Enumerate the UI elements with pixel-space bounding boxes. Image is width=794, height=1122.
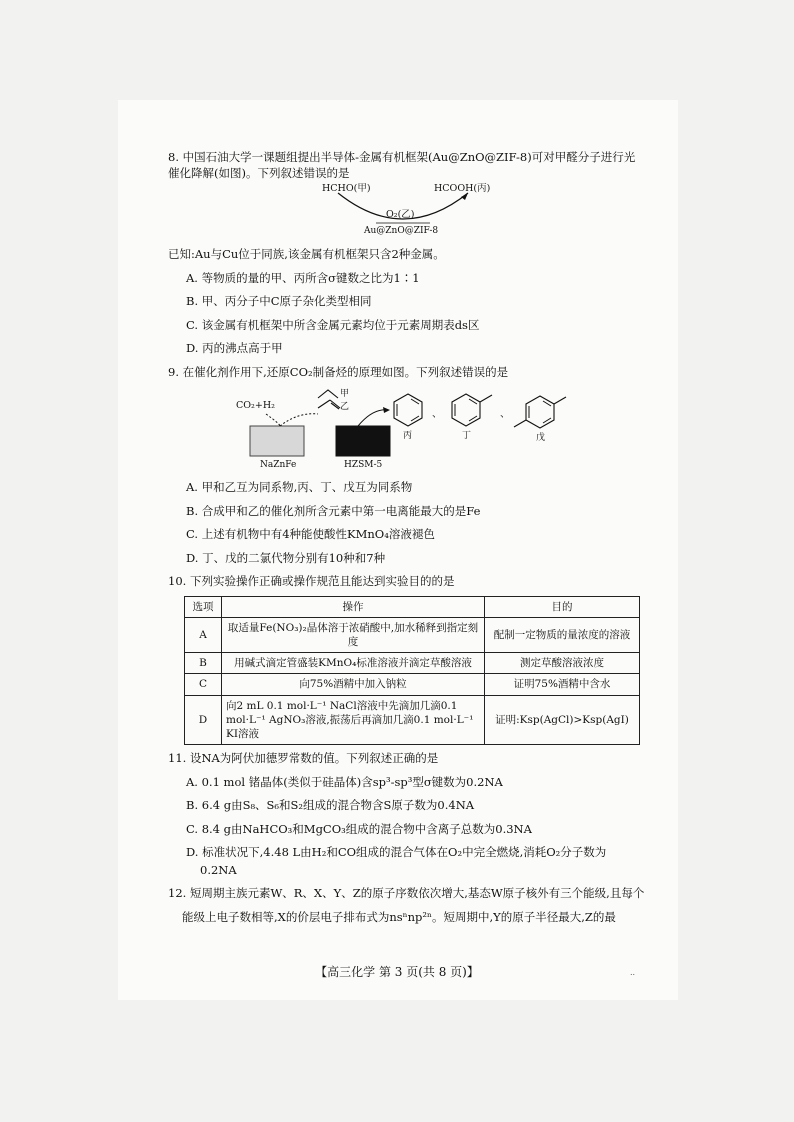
q9-option-b: B. 合成甲和乙的催化剂所含元素中第一电离能最大的是Fe: [186, 503, 481, 518]
q11-option-d: D. 标准状况下,4.48 L由H₂和CO组成的混合气体在O₂中完全燃烧,消耗O₂分子数为: [186, 845, 607, 860]
q10-row-a-purpose: 配制一定物质的量浓度的溶液: [485, 617, 640, 652]
q10-row-d-option: D: [185, 695, 222, 745]
q10-row-d-operation: 向2 mL 0.1 mol·L⁻¹ NaCl溶液中先滴加几滴0.1 mol·L⁻¹ AgNO₃溶液,振荡后再滴加几滴0.1 mol·L⁻¹ KI溶液: [222, 695, 485, 745]
q9-yi-label: 乙: [340, 402, 350, 413]
q10-header-purpose: 目的: [485, 596, 640, 617]
q9-option-a: A. 甲和乙互为同系物,丙、丁、戊互为同系物: [186, 480, 413, 495]
q9-arrow-head: [383, 407, 390, 413]
q11-option-c: C. 8.4 g由NaHCO₃和MgCO₃组成的混合物中含离子总数为0.3NA: [186, 821, 532, 836]
q10-header-operation: 操作: [222, 596, 485, 617]
q8-option-c: C. 该金属有机框架中所含金属元素均位于元素周期表ds区: [186, 317, 480, 332]
toluene-ring: [452, 394, 480, 426]
question-10: [168, 574, 648, 745]
q8-diagram: [168, 185, 648, 241]
q9-reactant-label: CO₂+H₂: [236, 400, 275, 412]
question-8: [168, 150, 648, 357]
alkene-jia: [318, 390, 338, 398]
xylene-methyl-1: [554, 397, 566, 404]
q8-option-b: B. 甲、丙分子中C原子杂化类型相同: [186, 294, 372, 309]
q9-cat1-label: NaZnFe: [260, 460, 297, 471]
question-9: [168, 365, 648, 567]
q11-title: 11. 设NA为阿伏加德罗常数的值。下列叙述正确的是: [168, 751, 439, 766]
nazn-fe-box: [250, 426, 304, 456]
q11-option-a: A. 0.1 mol 锗晶体(类似于硅晶体)含sp³-sp³型σ键数为0.2NA: [186, 774, 503, 789]
exam-content: [168, 150, 648, 925]
q9-jia-label: 甲: [340, 389, 350, 400]
q10-row-c-purpose: 证明75%酒精中含水: [485, 674, 640, 695]
q9-option-c: C. 上述有机物中有4种能使酸性KMnO₄溶液褪色: [186, 527, 435, 542]
q8-right-label: HCOOH(丙): [434, 183, 491, 195]
question-11: [168, 751, 648, 878]
table-row: [185, 653, 640, 674]
question-12: [168, 886, 648, 925]
toluene-methyl: [480, 395, 492, 402]
q10-row-d-purpose: 证明:Ksp(AgCl)>Ksp(AgI): [485, 695, 640, 745]
page-footer: 【高三化学 第 3 页(共 8 页)】: [315, 965, 479, 979]
q10-header-row: [185, 596, 640, 617]
q9-title: 9. 在催化剂作用下,还原CO₂制备烃的原理如图。下列叙述错误的是: [168, 364, 509, 379]
q9-option-d: D. 丁、戊的二氯代物分别有10种和7种: [186, 550, 386, 565]
q10-row-a-option: A: [185, 617, 222, 652]
q8-option-d: D. 丙的沸点高于甲: [186, 341, 283, 356]
q9-ding-label: 丁: [462, 431, 472, 442]
corner-mark: ..: [630, 968, 636, 977]
q9-dashed-arrow-2: [280, 414, 318, 426]
q10-table: [184, 596, 640, 745]
q8-note: 已知:Au与Cu位于同族,该金属有机框架只含2种金属。: [168, 247, 445, 262]
q8-title: 8. 中国石油大学一课题组提出半导体-金属有机框架(Au@ZnO@ZIF-8)可对甲醛分子进行光 催化降解(如图)。下列叙述错误的是: [168, 150, 636, 180]
q9-sep-2: 、: [500, 409, 510, 421]
q8-middle-label: O₂(乙): [386, 209, 415, 221]
q8-catalyst-label: Au@ZnO@ZIF-8: [364, 226, 439, 237]
q8-option-a: A. 等物质的量的甲、丙所含σ键数之比为1∶1: [186, 270, 420, 285]
q10-header-option: 选项: [185, 596, 222, 617]
q10-row-b-operation: 用碱式滴定管盛装KMnO₄标准溶液并滴定草酸溶液: [222, 653, 485, 674]
hzsm-5-box: [336, 426, 390, 456]
q8-left-label: HCHO(甲): [322, 183, 371, 195]
table-row: [185, 674, 640, 695]
q10-row-b-option: B: [185, 653, 222, 674]
q10-row-a-operation: 取适量Fe(NO₃)₂晶体溶于浓硝酸中,加水稀释到指定刻度: [222, 617, 485, 652]
q9-wu-label: 戊: [536, 433, 546, 444]
q11-option-d-cont: 0.2NA: [200, 862, 237, 877]
q9-dashed-arrow-1: [266, 414, 280, 426]
q10-row-c-option: C: [185, 674, 222, 695]
q9-sep-1: 、: [432, 409, 442, 421]
table-row: [185, 617, 640, 652]
q9-diagram: [168, 384, 648, 472]
q9-bing-label: 丙: [403, 431, 413, 442]
q10-row-b-purpose: 测定草酸溶液浓度: [485, 653, 640, 674]
xylene-ring: [526, 396, 554, 428]
xylene-methyl-2: [514, 420, 526, 427]
q9-solid-arrow: [358, 410, 388, 426]
q12-line-2: 能级上电子数相等,X的价层电子排布式为nsⁿnp²ⁿ。短周期中,Y的原子半径最大,Z的最: [182, 909, 616, 924]
q10-row-c-operation: 向75%酒精中加入钠粒: [222, 674, 485, 695]
table-row: [185, 695, 640, 745]
q10-title: 10. 下列实验操作正确或操作规范且能达到实验目的的是: [168, 574, 455, 589]
q9-scheme-svg: [168, 384, 648, 472]
q12-line-1: 12. 短周期主族元素W、R、X、Y、Z的原子序数依次增大,基态W原子核外有三个能级,且每个: [168, 886, 645, 901]
q11-option-b: B. 6.4 g由S₈、S₆和S₂组成的混合物含S原子数为0.4NA: [186, 798, 475, 813]
benzene-ring: [394, 394, 422, 426]
alkene-yi-1: [318, 400, 330, 408]
q9-cat2-label: HZSM-5: [344, 460, 383, 471]
